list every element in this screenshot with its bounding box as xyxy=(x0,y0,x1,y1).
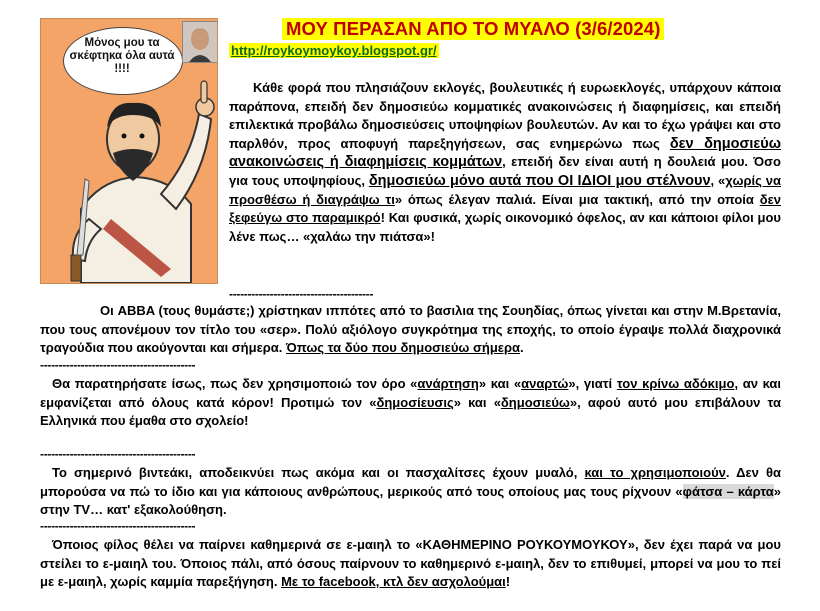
text-run: Όποιος φίλος θέλει να παίρνει καθημερινά σε ε-μαιηλ το «ΚΑΘΗΜΕΡΙΝΟ ΡΟΥΚΟΥΜΟΥΚΟΥ», δεν έχει παρά να μου στείλει το ε-μαιηλ του. Όποιος πάλι, από όσους παίρνουν το καθημερινό ε-μαιηλ, δεν το επιθυμεί, μπορεί να μου το πεί με ε-μαιηλ, χωρίς καμμία παρεξήγηση. xyxy=(40,537,781,590)
highlighted-text: φάτσα – κάρτα xyxy=(682,483,774,499)
text-run: , αν και εμφανίζεται από όλους κατά κόρον! Προτιμώ τον « xyxy=(40,376,781,410)
underlined-text: τον κρίνω αδόκιμο xyxy=(616,376,735,391)
blog-url-link[interactable]: http://roykoymoykoy.blogspot.gr/ xyxy=(231,43,437,58)
text-run: . xyxy=(519,340,524,356)
text-run: ! xyxy=(505,574,511,590)
underlined-text: δημοσιεύω xyxy=(500,394,570,410)
text-run: » στην TV… κατ' εξακολούθηση. xyxy=(40,483,781,518)
underlined-text: δεν ξεφεύγω στο παραμικρό xyxy=(229,191,781,226)
text-run: Θα παρατηρήσατε ίσως, πως δεν χρησιμοποιώ τον όρο « xyxy=(52,376,418,391)
speech-bubble-text: Μόνος μου τα σκέφτηκα όλα αυτά !!!! xyxy=(69,37,175,75)
text-run: », γιατί xyxy=(568,376,617,391)
paragraph-ladybugs xyxy=(40,464,781,520)
underlined-text: δεν δημοσιεύω ανακοινώσεις ή διαφημίσεις κομμάτων xyxy=(229,135,781,171)
separator-line: --------------------------------------- xyxy=(229,287,374,301)
text-run: . Δεν θα μπορούσα να πώ το ίδιο και για κάποιους ανθρώπους, μερικούς από τους οποίους μας τους ρίχνουν « xyxy=(40,465,781,499)
author-photo xyxy=(182,21,218,63)
page-title: ΜΟΥ ΠΕΡΑΣΑΝ ΑΠΟ ΤΟ ΜΥΑΛΟ (3/6/2024) xyxy=(282,18,664,40)
text-run: ! Και φυσικά, χωρίς οικονομικό όφελος, αν και κάποιοι φίλοι μου λένε πως… «χαλάω την πιάτσα»! xyxy=(229,210,781,244)
paragraph-abba xyxy=(40,302,781,358)
separator-line: ------------------------------------------ xyxy=(40,447,196,461)
underlined-text: και το χρησιμοποιούν xyxy=(584,465,726,480)
underlined-text: αναρτώ xyxy=(521,376,569,391)
paragraph-terms xyxy=(40,375,781,431)
underlined-text: δημοσίευσις xyxy=(376,394,454,410)
cartoon-illustration xyxy=(40,18,218,284)
text-run: », αφού αυτό μου επιβάλουν τα Ελληνικά που έμαθα στο σχολείο! xyxy=(40,394,781,429)
separator-line: ------------------------------------------ xyxy=(40,358,196,372)
underlined-text: χωρίς να προσθέσω ή διαγράψω τι xyxy=(229,172,781,207)
separator-line: ------------------------------------------ xyxy=(40,519,196,533)
text-run: » και « xyxy=(453,394,501,410)
paragraph-elections xyxy=(229,79,781,246)
text-run: » όπως έλεγαν παλιά. Είναι μια τακτική, από την οποία xyxy=(394,191,760,207)
text-run: Κάθε φορά που πλησιάζουν εκλογές, βουλευτικές ή ευρωεκλογές, υπάρχουν κάποια παράπονα, επειδή δεν δημοσιεύω κομματικές ανακοινώσεις ή διαφημίσεις, και επειδή επιλεκτικά προβάλω δημοσιεύσεις υποψηφίων βουλευτών. Αν και το έχω γράψει και στο παρλθόν, προς αποφυγή παρεξηγήσεων, σας ενημερώνω πως xyxy=(229,80,781,151)
paragraph-email xyxy=(40,536,781,592)
text-run: , « xyxy=(710,172,726,188)
underlined-text: ανάρτηση xyxy=(417,376,479,391)
underlined-text: δημοσιεύω μόνο αυτά που ΟΙ ΙΔΙΟΙ μου στέλνουν xyxy=(368,172,711,189)
author-face-image xyxy=(183,22,217,62)
text-run: Το σημερινό βιντεάκι, αποδεικνύει πως ακόμα και οι πασχαλίτσες έχουν μυαλό, xyxy=(52,465,585,480)
underlined-text: Με το facebook, κτλ δεν ασχολούμαι xyxy=(281,574,506,590)
text-run: Οι ABBA (τους θυμάστε;) χρίστηκαν ιππότες από το βασιλια της Σουηδίας, όπως γίνεται και στην Μ.Βρετανία, που τους απονέμουν τον τίτλο του «σερ». Πολύ αξιόλογο συγκρότημα της εποχής, το οποίο έγραψε πολλά διαχρονικά τραγούδια που ακούγονται και σήμερα. xyxy=(40,303,781,356)
text-run: » και « xyxy=(478,376,522,391)
underlined-text: Όπως τα δύο που δημοσιεύω σήμερα xyxy=(286,340,520,356)
text-run: , επειδή δεν είναι αυτή η δουλειά μου. Όσο για τους υποψηφίους, xyxy=(229,154,781,188)
